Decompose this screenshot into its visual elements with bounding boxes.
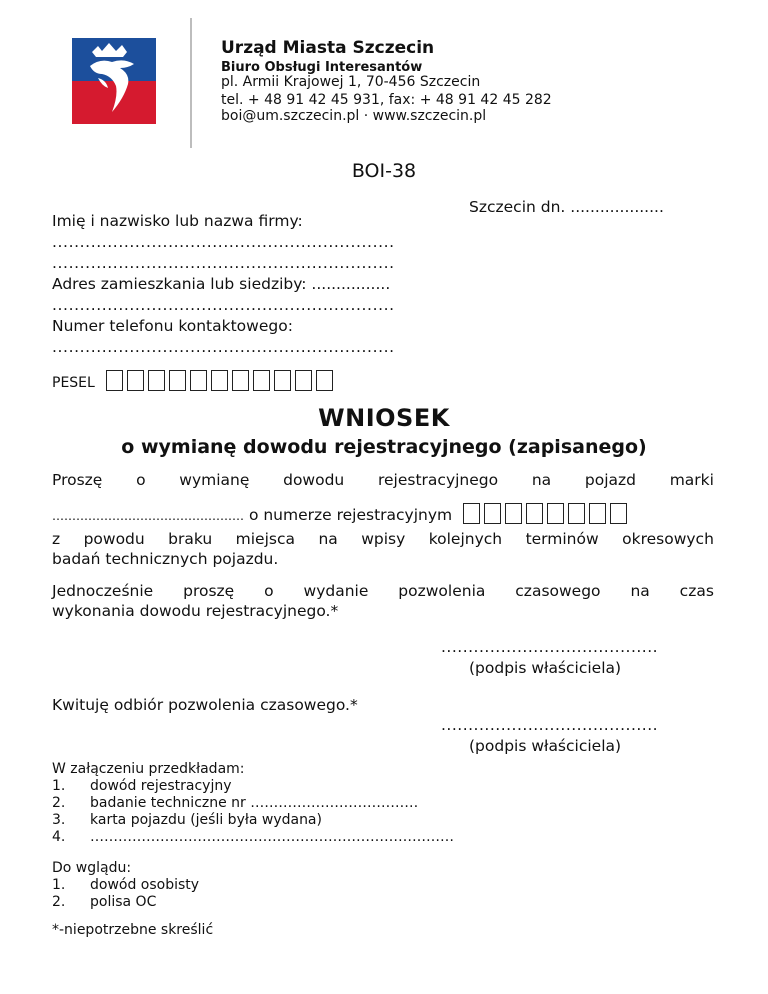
reason-word: na: [318, 530, 338, 548]
institution-contact: boi@um.szczecin.pl · www.szczecin.pl: [221, 108, 487, 124]
reason-word: wpisy: [361, 530, 406, 548]
document-title: WNIOSEK: [318, 404, 450, 432]
pesel-box[interactable]: [211, 370, 228, 391]
address-label[interactable]: Adres zamieszkania lub siedziby: ................: [52, 275, 391, 293]
request-word: wymianę: [179, 471, 250, 489]
pesel-row: [52, 370, 337, 395]
reason-word: terminów: [525, 530, 599, 548]
szczecin-logo: [72, 38, 156, 124]
permit-word: na: [630, 582, 650, 600]
permit-word: czasowego: [515, 582, 601, 600]
pesel-box[interactable]: [316, 370, 333, 391]
attachment-item: 4. ……………………………………………………………………: [52, 829, 454, 845]
registration-box[interactable]: [505, 503, 522, 524]
permit-line-1: [52, 581, 714, 601]
registration-boxes[interactable]: [463, 503, 631, 528]
pesel-box[interactable]: [148, 370, 165, 391]
registration-label: o numerze rejestracyjnym: [248, 506, 453, 524]
inspection-section: [52, 860, 199, 911]
inspection-item: 1. dowód osobisty: [52, 877, 200, 893]
pesel-box[interactable]: [232, 370, 249, 391]
reason-word: kolejnych: [428, 530, 503, 548]
form-code: BOI-38: [351, 160, 417, 182]
signature-line-1[interactable]: ........................................: [441, 638, 659, 656]
header-divider: [190, 18, 192, 148]
attachment-item: 3. karta pojazdu (jeśli była wydana): [52, 812, 322, 828]
phone-field-line[interactable]: ..............................................................: [52, 338, 395, 356]
pesel-box[interactable]: [295, 370, 312, 391]
name-label: Imię i nazwisko lub nazwa firmy:: [52, 212, 303, 230]
permit-paragraph: [52, 581, 714, 621]
pesel-label: PESEL: [52, 375, 95, 391]
pesel-box[interactable]: [253, 370, 270, 391]
phone-label: Numer telefonu kontaktowego:: [52, 317, 293, 335]
name-field-line-2[interactable]: ..............................................................: [52, 254, 395, 272]
institution-phone: tel. + 48 91 42 45 931, fax: + 48 91 42 45 282: [221, 92, 552, 108]
pesel-box[interactable]: [127, 370, 144, 391]
inspection-item: 2. polisa OC: [52, 894, 157, 910]
reason-line-1: [52, 529, 714, 549]
document-subtitle: o wymianę dowodu rejestracyjnego (zapisanego): [121, 436, 647, 458]
pesel-box[interactable]: [274, 370, 291, 391]
pesel-box[interactable]: [106, 370, 123, 391]
permit-word: czas: [679, 582, 714, 600]
attachment-item: 1. dowód rejestracyjny: [52, 778, 232, 794]
date-line: Szczecin dn. ...................: [469, 198, 664, 216]
pesel-boxes[interactable]: [106, 370, 337, 395]
institution-name: Urząd Miasta Szczecin: [221, 38, 435, 58]
institution-address: pl. Armii Krajowej 1, 70-456 Szczecin: [221, 74, 481, 90]
pesel-box[interactable]: [190, 370, 207, 391]
request-word: Proszę: [52, 471, 103, 489]
registration-box[interactable]: [568, 503, 585, 524]
reason-word: z: [52, 530, 61, 548]
permit-line-2: wykonania dowodu rejestracyjnego.*: [52, 602, 339, 620]
reason-line-2: badań technicznych pojazdu.: [52, 550, 279, 568]
brand-field[interactable]: …………………………………………: [52, 509, 244, 523]
registration-box[interactable]: [463, 503, 480, 524]
attachments-heading: W załączeniu przedkładam:: [52, 761, 245, 777]
registration-box[interactable]: [547, 503, 564, 524]
signature-label-2: (podpis właściciela): [469, 737, 622, 755]
attachments-section: [52, 761, 454, 846]
request-word: rejestracyjnego: [377, 471, 499, 489]
request-word: na: [531, 471, 552, 489]
signature-label-1: (podpis właściciela): [469, 659, 622, 677]
reason-paragraph: [52, 529, 714, 569]
receipt-text: Kwituję odbiór pozwolenia czasowego.*: [52, 696, 358, 714]
department-name: Biuro Obsługi Interesantów: [221, 60, 423, 75]
permit-word: o: [264, 582, 274, 600]
permit-word: Jednocześnie: [52, 582, 154, 600]
reason-word: miejsca: [235, 530, 295, 548]
request-word: marki: [669, 471, 714, 489]
footnote: *-niepotrzebne skreślić: [52, 922, 214, 938]
request-word: pojazd: [584, 471, 636, 489]
registration-box[interactable]: [589, 503, 606, 524]
reason-word: powodu: [83, 530, 145, 548]
name-field-line-1[interactable]: ..............................................................: [52, 233, 395, 251]
pesel-box[interactable]: [169, 370, 186, 391]
reason-word: okresowych: [622, 530, 714, 548]
registration-row: [52, 503, 631, 528]
inspection-heading: Do wglądu:: [52, 860, 132, 876]
reason-word: braku: [168, 530, 213, 548]
permit-word: pozwolenia: [398, 582, 486, 600]
registration-box[interactable]: [610, 503, 627, 524]
request-word: o: [136, 471, 146, 489]
registration-box[interactable]: [526, 503, 543, 524]
permit-word: wydanie: [303, 582, 369, 600]
attachment-item: 2. badanie techniczne nr ………………………………: [52, 795, 419, 811]
registration-box[interactable]: [484, 503, 501, 524]
request-paragraph: [52, 470, 714, 490]
address-field-line[interactable]: ..............................................................: [52, 296, 395, 314]
request-line-1: [52, 470, 714, 490]
permit-word: proszę: [183, 582, 235, 600]
request-word: dowodu: [283, 471, 345, 489]
signature-line-2[interactable]: ........................................: [441, 716, 659, 734]
